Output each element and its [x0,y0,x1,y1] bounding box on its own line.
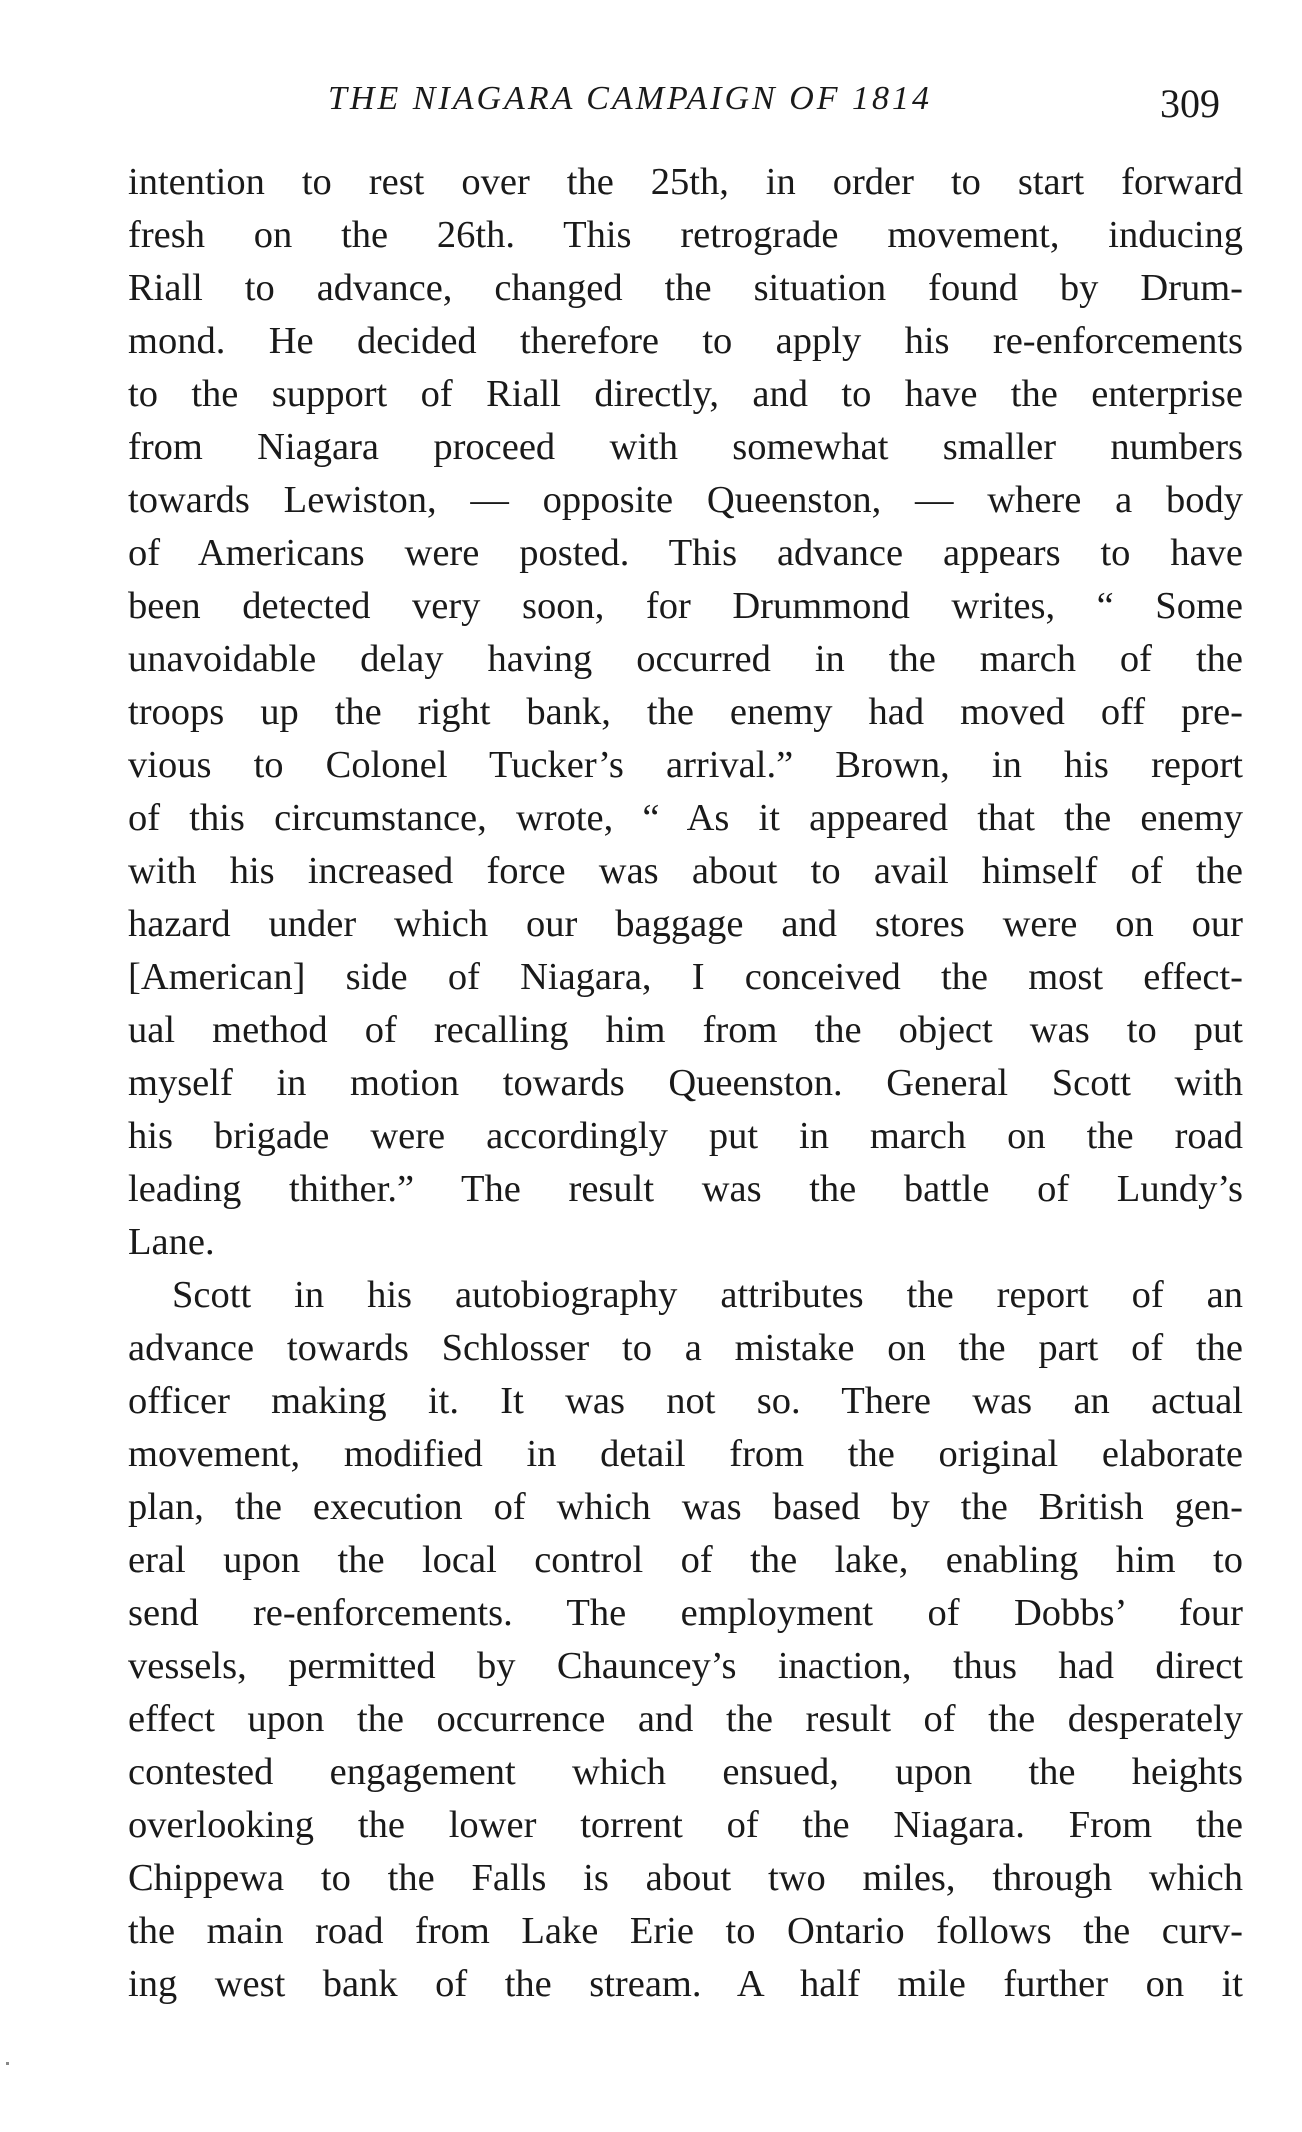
text-line: send re-enforcements. The employment of Dobbs’ four [128,1592,1243,1634]
text-line: the main road from Lake Erie to Ontario follows the curv- [128,1910,1243,1952]
paragraph [128,156,1243,1269]
text-line: vious to Colonel Tucker’s arrival.” Brown, in his report [128,744,1243,786]
running-head [0,80,1302,140]
text-line: his brigade were accordingly put in march on the road [128,1115,1243,1157]
text-line: fresh on the 26th. This retrograde movement, inducing [128,214,1243,256]
text-line: movement, modified in detail from the original elaborate [128,1433,1243,1475]
text-line: Scott in his autobiography attributes the report of an [172,1274,1243,1316]
text-line: intention to rest over the 25th, in order to start forward [128,161,1243,203]
text-line: been detected very soon, for Drummond writes, “ Some [128,585,1243,627]
text-line: troops up the right bank, the enemy had moved off pre- [128,691,1243,733]
text-line: officer making it. It was not so. There was an actual [128,1380,1243,1422]
text-line: Riall to advance, changed the situation found by Drum- [128,267,1243,309]
text-line: unavoidable delay having occurred in the march of the [128,638,1243,680]
paragraph [128,1269,1243,2011]
text-line: [American] side of Niagara, I conceived the most effect- [128,956,1243,998]
text-line: of this circumstance, wrote, “ As it appeared that the enemy [128,797,1243,839]
text-line: leading thither.” The result was the battle of Lundy’s [128,1168,1243,1210]
text-line: ing west bank of the stream. A half mile further on it [128,1963,1243,2005]
text-line: hazard under which our baggage and stores were on our [128,903,1243,945]
text-line: advance towards Schlosser to a mistake on the part of the [128,1327,1243,1369]
running-title: THE NIAGARA CAMPAIGN OF 1814 [328,80,933,117]
text-line: plan, the execution of which was based by the British gen- [128,1486,1243,1528]
text-line: eral upon the local control of the lake, enabling him to [128,1539,1243,1581]
page-speck [6,2062,9,2065]
text-line: to the support of Riall directly, and to have the enterprise [128,373,1243,415]
text-line: mond. He decided therefore to apply his re-enforcements [128,320,1243,362]
text-line: Lane. [128,1221,215,1263]
text-line: with his increased force was about to avail himself of the [128,850,1243,892]
body-text [128,156,1243,2011]
text-line: contested engagement which ensued, upon the heights [128,1751,1243,1793]
text-line: vessels, permitted by Chauncey’s inaction, thus had direct [128,1645,1243,1687]
text-line: ual method of recalling him from the object was to put [128,1009,1243,1051]
text-line: from Niagara proceed with somewhat smaller numbers [128,426,1243,468]
text-line: towards Lewiston, — opposite Queenston, — where a body [128,479,1243,521]
text-line: of Americans were posted. This advance appears to have [128,532,1243,574]
page-number: 309 [1160,81,1220,126]
text-line: overlooking the lower torrent of the Niagara. From the [128,1804,1243,1846]
text-line: effect upon the occurrence and the result of the desperately [128,1698,1243,1740]
text-line: myself in motion towards Queenston. General Scott with [128,1062,1243,1104]
text-line: Chippewa to the Falls is about two miles, through which [128,1857,1243,1899]
